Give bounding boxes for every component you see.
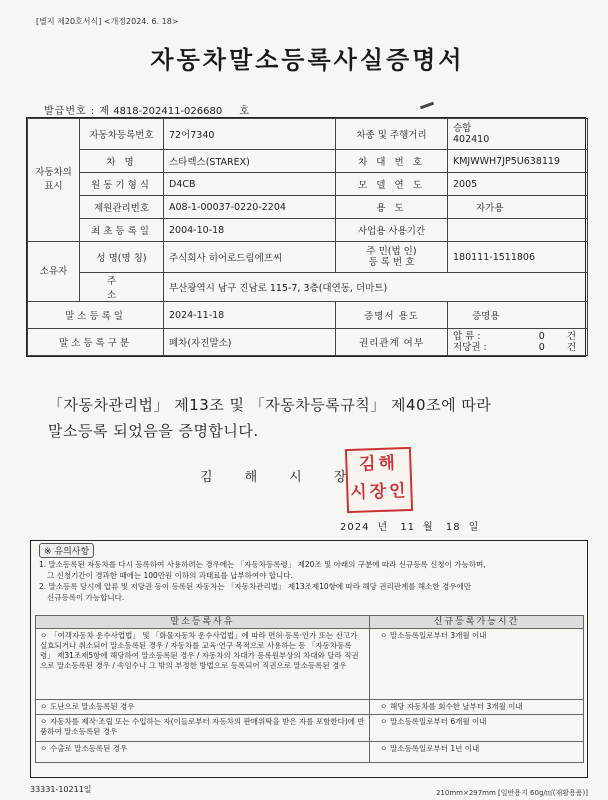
- note-2: 2. 말소등록 당시에 압류 및 저당권 등이 등록된 자동차는 「자동차관리법」 제13조제10항에 따라 해당 권리관계를 해소한 경우에만: [39, 582, 472, 591]
- issue-number-label: 발급번호 : 제: [44, 106, 111, 117]
- reg-no-value: 72어7340: [164, 119, 336, 150]
- vehicle-group-label: 자동차의 표시: [28, 119, 80, 242]
- address-label: 주 소: [80, 273, 164, 302]
- spec-no-value: A08-1-00037-0220-2204: [164, 196, 336, 219]
- certification-line-1: 「자동차관리법」 제13조 및 「자동차등록규칙」 제40조에 따라: [48, 396, 492, 414]
- seizure-line: 압 류 : 0 건: [453, 331, 576, 342]
- use-value: 자가용: [448, 196, 588, 219]
- official-seal: 김해 시장인: [345, 447, 413, 513]
- notice-notes: [39, 559, 579, 603]
- vin-value: KMJWWH7JP5U638119: [448, 150, 588, 173]
- vehicle-name-value: 스타렉스(STAREX): [164, 150, 336, 173]
- owner-id-label: 주 민(법 인) 등 록 번 호: [336, 242, 448, 273]
- type-mileage-value: [448, 119, 588, 150]
- vehicle-type: 승합: [453, 123, 472, 134]
- owner-group-label: 소유자: [28, 242, 80, 302]
- period-column-header: 신규등록가능시간: [370, 616, 584, 629]
- issue-number-line: [44, 102, 249, 117]
- cancel-type-label: 말소등록구분: [28, 329, 164, 356]
- purpose-label: 증명서 용도: [336, 302, 448, 329]
- owner-id-value: 180111-1511806: [448, 242, 588, 273]
- table-row: ㅇ 도난으로 말소등록된 경우 ㅇ 해당 자동차를 회수한 날부터 3개월 이내: [36, 700, 584, 715]
- mortgage-line: 저당권 : 0 건: [453, 342, 576, 353]
- issue-number-value: 4818-202411-026680: [113, 106, 223, 117]
- registration-table: [27, 118, 588, 356]
- rights-value: [448, 329, 588, 356]
- paper-spec: 210mm×297mm [일반용지 60g/㎡(재활용품)]: [435, 789, 588, 797]
- engine-label: 원동기형식: [80, 173, 164, 196]
- address-value: 부산광역시 남구 진남로 115-7, 3층(대연동, 더마트): [164, 273, 588, 302]
- table-row: ㅇ 수출로 말소등록된 경우 ㅇ 말소등록일로부터 1년 이내: [36, 742, 584, 763]
- certification-text: [48, 392, 568, 444]
- model-year-label: 모 델 연 도: [336, 173, 448, 196]
- registration-table-box: [26, 117, 586, 357]
- notice-title: ※ 유의사항: [39, 543, 94, 558]
- first-reg-label: 최초등록일: [80, 219, 164, 242]
- use-label: 용 도: [336, 196, 448, 219]
- owner-name-value: 주식회사 히어로드림에프씨: [164, 242, 336, 273]
- page-title: 자동차말소등록사실증명서: [150, 46, 465, 74]
- vehicle-name-label: 차 명: [80, 150, 164, 173]
- spec-no-label: 제원관리번호: [80, 196, 164, 219]
- note-1: 1. 말소등록된 자동차를 다시 등록하여 사용하려는 경우에는 「자동차등록령」 제20조 및 아래의 구분에 따라 신규등록 신청이 가능하며,: [39, 560, 486, 569]
- purpose-value: 증명용: [448, 302, 588, 329]
- cancel-date-label: 말소등록일: [28, 302, 164, 329]
- issue-number-suffix: 호: [239, 106, 250, 117]
- table-row: ㅇ 자동차를 제작·조립 또는 수입하는 자(이들로부터 자동차의 판매위탁을 받은 자를 포함한다)에 반품하여 말소등록된 경우 ㅇ 말소등록일로부터 6개월 이내: [36, 715, 584, 742]
- notice-section: [30, 540, 588, 778]
- owner-name-label: 성 명(명 칭): [80, 242, 164, 273]
- reason-column-header: 말소등록사유: [36, 616, 370, 629]
- certification-line-2: 말소등록 되었음을 증명합니다.: [48, 422, 259, 440]
- business-period-value: [448, 219, 588, 242]
- issuer-name: 김 해 시 장: [200, 470, 349, 485]
- re-registration-table: [35, 615, 584, 763]
- document-code: 33331-10211일: [30, 785, 92, 794]
- cancel-type-value: 폐차(자진말소): [164, 329, 336, 356]
- note-1b: 그 신청기간이 경과한 때에는 100만원 이하의 과태료를 납부하여야 합니다.: [47, 571, 293, 580]
- vehicle-mileage: 402410: [453, 134, 490, 145]
- reg-no-label: 자동차등록번호: [80, 119, 164, 150]
- table-row: ㅇ 「여객자동차 운수사업법」 및 「화물자동차 운수사업법」에 따라 면허·등록·인가 또는 신고가 실효되거나 취소되어 말소등록된 경우 / 자동차를 교육·연구 목적으로 사용하는 등 「자동차등록령」 제31조제5항에 해당하여 말소등록된 경우 / 자동차의 차대가 등록원부상의 차대와 달라 직권으로 말소등록된 경우 / 속임수나 그 밖의 부정한 방법으로 등록되어 직권으로 말소등록된 경우 ㅇ 말소등록일로부터 3개월 이내: [36, 629, 584, 700]
- model-year-value: 2005: [448, 173, 588, 196]
- business-period-label: 사업용 사용기간: [336, 219, 448, 242]
- rights-label: 권리관계 여부: [336, 329, 448, 356]
- issue-date: 2024 년 11 월 18 일: [340, 522, 480, 533]
- note-2b: 신규등록이 가능합니다.: [47, 593, 125, 602]
- cancel-date-value: 2024-11-18: [164, 302, 336, 329]
- type-mileage-label: 차종 및 주행거리: [336, 119, 448, 150]
- engine-value: D4CB: [164, 173, 336, 196]
- form-reference: [별지 제20호서식] <개정2024. 6. 18>: [36, 17, 179, 26]
- pen-mark: [420, 102, 434, 110]
- first-reg-value: 2004-10-18: [164, 219, 336, 242]
- vin-label: 차 대 번 호: [336, 150, 448, 173]
